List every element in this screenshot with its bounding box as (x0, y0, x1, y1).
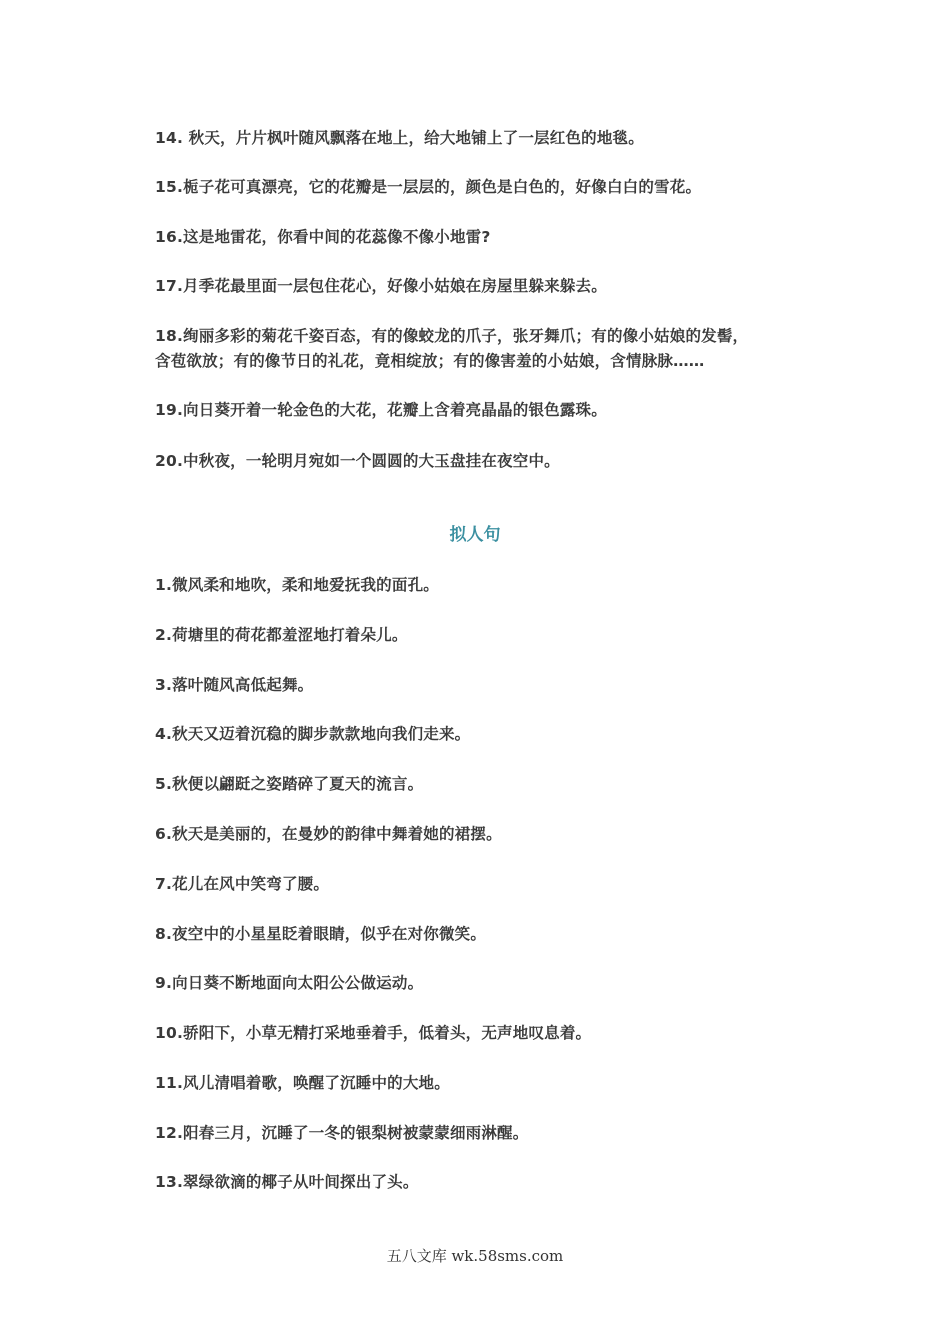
personification-item-13: 13.翠绿欲滴的椰子从叶间探出了头。 (155, 1173, 419, 1191)
page-footer: 五八文库 wk.58sms.com (386, 1247, 564, 1265)
section-heading: 拟人句 (449, 525, 501, 545)
personification-item-2: 2.荷塘里的荷花都羞涩地打着朵儿。 (155, 626, 408, 644)
personification-item-4: 4.秋天又迈着沉稳的脚步款款地向我们走来。 (155, 725, 471, 743)
personification-item-10: 10.骄阳下，小草无精打采地垂着手，低着头，无声地叹息着。 (155, 1024, 592, 1042)
simile-item-16: 16.这是地雷花，你看中间的花蕊像不像小地雷? (155, 228, 491, 246)
personification-item-3: 3.落叶随风高低起舞。 (155, 676, 314, 694)
simile-item-18-line-1: 18.绚丽多彩的菊花千姿百态，有的像蛟龙的爪子，张牙舞爪；有的像小姑娘的发髻， (155, 327, 749, 345)
personification-item-7: 7.花儿在风中笑弯了腰。 (155, 875, 330, 893)
simile-item-18-line-2: 含苞欲放；有的像节日的礼花，竟相绽放；有的像害羞的小姑娘，含情脉脉…… (155, 352, 705, 370)
personification-item-5: 5.秋便以翩跹之姿踏碎了夏天的流言。 (155, 775, 424, 793)
simile-item-15: 15.栀子花可真漂亮，它的花瓣是一层层的，颜色是白色的，好像白白的雪花。 (155, 178, 702, 196)
simile-item-14: 14. 秋天，片片枫叶随风飘落在地上，给大地铺上了一层红色的地毯。 (155, 129, 644, 147)
simile-item-17: 17.月季花最里面一层包住花心，好像小姑娘在房屋里躲来躲去。 (155, 277, 607, 295)
personification-item-12: 12.阳春三月，沉睡了一冬的银梨树被蒙蒙细雨淋醒。 (155, 1124, 529, 1142)
simile-item-20: 20.中秋夜，一轮明月宛如一个圆圆的大玉盘挂在夜空中。 (155, 452, 560, 470)
personification-item-8: 8.夜空中的小星星眨着眼睛，似乎在对你微笑。 (155, 925, 487, 943)
simile-item-19: 19.向日葵开着一轮金色的大花，花瓣上含着亮晶晶的银色露珠。 (155, 401, 607, 419)
personification-item-9: 9.向日葵不断地面向太阳公公做运动。 (155, 974, 424, 992)
personification-item-1: 1.微风柔和地吹，柔和地爱抚我的面孔。 (155, 576, 439, 594)
personification-item-6: 6.秋天是美丽的，在曼妙的韵律中舞着她的裙摆。 (155, 825, 502, 843)
personification-item-11: 11.风儿清唱着歌，唤醒了沉睡中的大地。 (155, 1074, 450, 1092)
